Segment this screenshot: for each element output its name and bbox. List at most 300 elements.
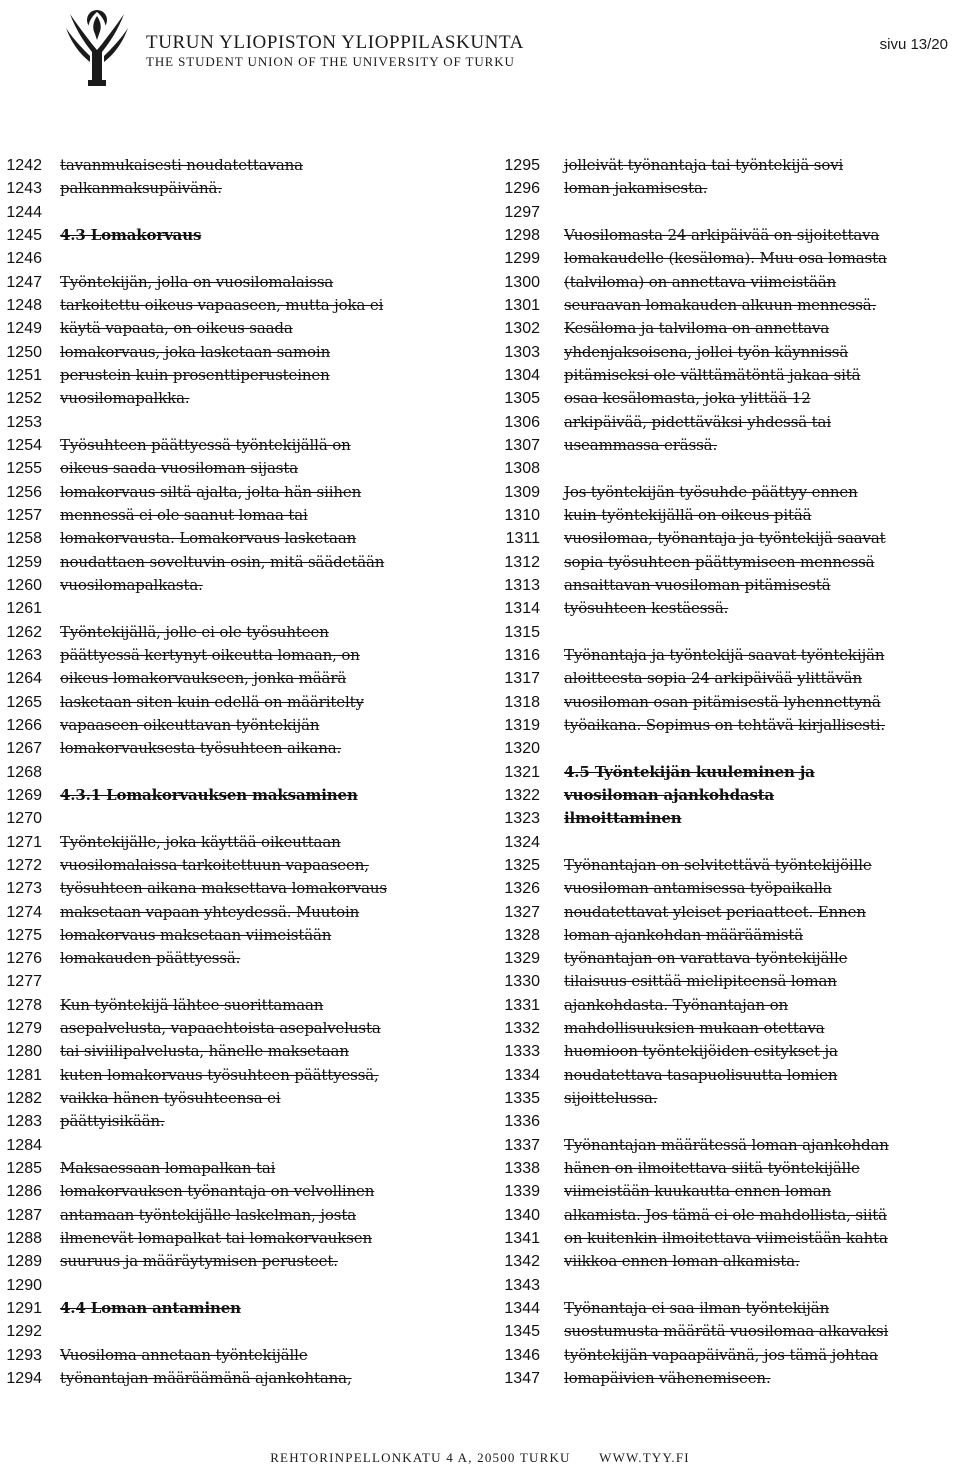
line-text: Vuosilomasta 24 arkipäivää on sijoitettava [564, 225, 880, 244]
line-number: 1301 [504, 296, 540, 314]
section-heading: 4.3 Lomakorvaus [60, 225, 202, 244]
student-union-logo-icon [62, 6, 132, 88]
numbered-line [498, 807, 960, 830]
line-number: 1273 [6, 880, 42, 898]
line-text: vaikka hänen työsuhteensa ei [60, 1089, 281, 1108]
line-number: 1315 [504, 623, 540, 641]
numbered-line [0, 994, 470, 1017]
line-number: 1338 [504, 1160, 540, 1178]
line-text: noudatettavat yleiset periaatteet. Ennen [564, 902, 866, 921]
line-number: 1327 [504, 903, 540, 921]
line-text: seuraavan lomakauden alkuun mennessä. [564, 295, 877, 314]
line-text: asepalvelusta, vapaaehtoista asepalvelusta [60, 1019, 381, 1038]
line-number: 1252 [6, 390, 42, 408]
line-number: 1344 [504, 1300, 540, 1318]
line-number: 1256 [6, 483, 42, 501]
line-number: 1328 [504, 926, 540, 944]
numbered-line [498, 831, 960, 854]
line-text: lomakorvauksesta työsuhteen aikana. [60, 739, 342, 758]
numbered-line [498, 1134, 960, 1157]
footer-address: REHTORINPELLONKATU 4 A, 20500 TURKU [270, 1450, 571, 1465]
line-number: 1279 [6, 1020, 42, 1038]
line-text: lomakorvaus siltä ajalta, jolta hän siihen [60, 482, 362, 501]
line-number: 1260 [6, 576, 42, 594]
line-text: loman jakamisesta. [564, 179, 708, 198]
numbered-line [0, 1297, 470, 1320]
line-number: 1271 [6, 833, 42, 851]
numbered-line [498, 364, 960, 387]
line-number: 1346 [504, 1346, 540, 1364]
line-text: viikkoa ennen loman alkamista. [564, 1252, 800, 1271]
numbered-line [498, 1040, 960, 1063]
line-number: 1332 [504, 1020, 540, 1038]
line-number: 1325 [504, 856, 540, 874]
numbered-line [498, 177, 960, 200]
line-number: 1254 [6, 436, 42, 454]
line-number: 1292 [6, 1323, 42, 1341]
line-number: 1242 [6, 157, 42, 174]
line-text: lomakorvauksen työnantaja on velvollinen [60, 1182, 375, 1201]
line-text: maksetaan vapaan yhteydessä. Muutoin [60, 902, 360, 921]
line-number: 1302 [504, 320, 540, 338]
line-number: 1335 [504, 1090, 540, 1108]
numbered-line [0, 854, 470, 877]
numbered-line [498, 1017, 960, 1040]
line-number: 1342 [504, 1253, 540, 1271]
line-number: 1295 [504, 157, 540, 174]
numbered-line [498, 761, 960, 784]
line-number: 1281 [6, 1066, 42, 1084]
line-text: mennessä ei ole saanut lomaa tai [60, 505, 308, 524]
page-number: sivu 13/20 [879, 36, 948, 53]
line-text: Työntekijän, jolla on vuosilomalaissa [60, 272, 334, 291]
numbered-line [0, 877, 470, 900]
line-number: 1258 [6, 530, 42, 548]
line-number: 1291 [6, 1300, 42, 1318]
numbered-line [498, 1087, 960, 1110]
numbered-line [0, 644, 470, 667]
line-number: 1347 [504, 1370, 540, 1388]
numbered-line [498, 154, 960, 177]
numbered-line [498, 387, 960, 410]
numbered-line [0, 1040, 470, 1063]
page-footer [0, 1450, 960, 1466]
numbered-line [0, 1367, 470, 1390]
numbered-line [0, 691, 470, 714]
line-text: ilmenevät lomapalkat tai lomakorvauksen [60, 1229, 372, 1248]
numbered-line [498, 457, 960, 480]
numbered-line [0, 970, 470, 993]
line-text: noudattaen soveltuvin osin, mitä säädetään [60, 552, 385, 571]
numbered-line [498, 877, 960, 900]
line-number: 1333 [504, 1043, 540, 1061]
line-number: 1313 [504, 576, 540, 594]
numbered-line [0, 341, 470, 364]
line-number: 1310 [504, 506, 540, 524]
line-text: lomakaudelle (kesäloma). Muu osa lomasta [564, 249, 887, 268]
numbered-line [0, 1134, 470, 1157]
numbered-line [498, 1157, 960, 1180]
numbered-line [0, 807, 470, 830]
line-text: pitämiseksi ole välttämätöntä jakaa sitä [564, 365, 861, 384]
numbered-line [498, 644, 960, 667]
line-text: loman ajankohdan määräämistä [564, 925, 804, 944]
line-text: lomakorvaus maksetaan viimeistään [60, 925, 332, 944]
line-number: 1318 [504, 693, 540, 711]
right-text-column [498, 154, 960, 1390]
line-text: Työnantaja ei saa ilman työntekijän [564, 1299, 830, 1318]
numbered-line [0, 1017, 470, 1040]
numbered-line [0, 621, 470, 644]
line-text: (talviloma) on annettava viimeistään [564, 272, 837, 291]
numbered-line [0, 154, 470, 177]
numbered-line [0, 481, 470, 504]
line-number: 1330 [504, 973, 540, 991]
numbered-line [498, 737, 960, 760]
line-number: 1259 [6, 553, 42, 571]
line-text: Kesäloma ja talviloma on annettava [564, 319, 830, 338]
line-text: ansaittavan vuosiloman pitämisestä [564, 575, 831, 594]
line-text: päättyessä kertynyt oikeutta lomaan, on [60, 645, 360, 664]
numbered-line [0, 924, 470, 947]
line-number: 1289 [6, 1253, 42, 1271]
line-number: 1297 [504, 203, 540, 221]
line-number: 1263 [6, 646, 42, 664]
numbered-line [498, 970, 960, 993]
line-text: suostumusta määrätä vuosilomaa alkavaksi [564, 1322, 889, 1341]
line-number: 1324 [504, 833, 540, 851]
numbered-line [0, 714, 470, 737]
line-text: lomakorvausta. Lomakorvaus lasketaan [60, 529, 357, 548]
numbered-line [0, 411, 470, 434]
line-number: 1339 [504, 1183, 540, 1201]
numbered-line [0, 1344, 470, 1367]
line-number: 1307 [504, 436, 540, 454]
numbered-line [498, 294, 960, 317]
numbered-line [498, 271, 960, 294]
numbered-line [498, 621, 960, 644]
numbered-line [498, 1274, 960, 1297]
line-text: antamaan työntekijälle laskelman, josta [60, 1205, 356, 1224]
line-number: 1326 [504, 880, 540, 898]
line-number: 1303 [504, 343, 540, 361]
line-text: mahdollisuuksien mukaan otettava [564, 1019, 825, 1038]
line-text: tavanmukaisesti noudatettavana [60, 156, 303, 174]
line-number: 1287 [6, 1206, 42, 1224]
line-text: suuruus ja määräytymisen perusteet. [60, 1252, 338, 1271]
section-heading: 4.5 Työntekijän kuuleminen ja [564, 762, 815, 781]
line-text: useammassa erässä. [564, 435, 718, 454]
line-number: 1247 [6, 273, 42, 291]
numbered-line [0, 1204, 470, 1227]
line-number: 1323 [504, 810, 540, 828]
line-number: 1270 [6, 810, 42, 828]
line-text: työsuhteen aikana maksettava lomakorvaus [60, 879, 387, 898]
line-number: 1320 [504, 740, 540, 758]
line-text: Työnantajan on selvitettävä työntekijöille [564, 855, 872, 874]
line-number: 1264 [6, 670, 42, 688]
numbered-line [0, 457, 470, 480]
line-text: Työntekijällä, jolle ei ole työsuhteen [60, 622, 329, 641]
numbered-line [0, 271, 470, 294]
line-text: jolleivät työnantaja tai työntekijä sovi [564, 156, 844, 174]
line-number: 1300 [504, 273, 540, 291]
line-number: 1290 [6, 1276, 42, 1294]
numbered-line [0, 1274, 470, 1297]
line-text: Työnantajan määrätessä loman ajankohdan [564, 1135, 889, 1154]
line-number: 1280 [6, 1043, 42, 1061]
line-number: 1309 [504, 483, 540, 501]
line-text: osaa kesälomasta, joka ylittää 12 [564, 389, 811, 408]
line-text: Työntekijälle, joka käyttää oikeuttaan [60, 832, 341, 851]
numbered-line [498, 201, 960, 224]
numbered-line [0, 527, 470, 550]
line-text: työnantajan on varattava työntekijälle [564, 949, 848, 968]
numbered-line [0, 1320, 470, 1343]
line-text: vuosilomapalkka. [60, 389, 190, 408]
line-text: työaikana. Sopimus on tehtävä kirjallisesti. [564, 715, 885, 734]
line-text: Vuosiloma annetaan työntekijälle [60, 1345, 308, 1364]
line-number: 1285 [6, 1160, 42, 1178]
line-number: 1278 [6, 996, 42, 1014]
line-text: lomapäivien vähenemiseen. [564, 1369, 771, 1388]
line-number: 1268 [6, 763, 42, 781]
line-number: 1299 [504, 250, 540, 268]
line-text: palkanmaksupäivänä. [60, 179, 222, 198]
line-number: 1306 [504, 413, 540, 431]
line-number: 1274 [6, 903, 42, 921]
numbered-line [498, 1297, 960, 1320]
line-number: 1293 [6, 1346, 42, 1364]
line-text: huomioon työntekijöiden esitykset ja [564, 1042, 838, 1061]
numbered-line [0, 901, 470, 924]
line-number: 1255 [6, 460, 42, 478]
numbered-line [0, 1110, 470, 1133]
line-number: 1322 [504, 786, 540, 804]
line-text: hänen on ilmoitettava siitä työntekijälle [564, 1159, 860, 1178]
line-number: 1251 [6, 366, 42, 384]
line-number: 1337 [504, 1136, 540, 1154]
line-text: tilaisuus esittää mielipiteensä loman [564, 972, 837, 991]
numbered-line [0, 317, 470, 340]
numbered-line [498, 947, 960, 970]
line-number: 1272 [6, 856, 42, 874]
line-number: 1286 [6, 1183, 42, 1201]
numbered-line [498, 1320, 960, 1343]
numbered-line [0, 387, 470, 410]
line-text: Työnantaja ja työntekijä saavat työntekijän [564, 645, 885, 664]
line-number: 1250 [6, 343, 42, 361]
numbered-line [498, 994, 960, 1017]
line-number: 1248 [6, 296, 42, 314]
numbered-line [498, 574, 960, 597]
numbered-line [498, 247, 960, 270]
numbered-line [0, 574, 470, 597]
line-text: arkipäivää, pidettäväksi yhdessä tai [564, 412, 831, 431]
line-text: noudatettava tasapuolisuutta lomien [564, 1065, 838, 1084]
line-number: 1314 [504, 600, 540, 618]
numbered-line [0, 1087, 470, 1110]
line-number: 1243 [6, 180, 42, 198]
line-number: 1341 [504, 1230, 540, 1248]
line-text: oikeus lomakorvaukseen, jonka määrä [60, 669, 347, 688]
numbered-line [498, 854, 960, 877]
numbered-line [498, 1110, 960, 1133]
line-number: 1340 [504, 1206, 540, 1224]
line-text: tarkoitettu oikeus vapaaseen, mutta joka ei [60, 295, 384, 314]
line-text: perustein kuin prosenttiperusteinen [60, 365, 330, 384]
numbered-line [0, 364, 470, 387]
numbered-line [0, 947, 470, 970]
numbered-line [498, 1064, 960, 1087]
line-number: 1336 [504, 1113, 540, 1131]
line-text: Jos työntekijän työsuhde päättyy ennen [564, 482, 858, 501]
line-number: 1253 [6, 413, 42, 431]
line-number: 1257 [6, 506, 42, 524]
line-number: 1284 [6, 1136, 42, 1154]
line-number: 1329 [504, 950, 540, 968]
line-text: työsuhteen kestäessä. [564, 599, 729, 618]
line-number: 1319 [504, 716, 540, 734]
numbered-line [0, 201, 470, 224]
line-number: 1246 [6, 250, 42, 268]
numbered-line [0, 551, 470, 574]
line-number: 1269 [6, 786, 42, 804]
line-number: 1283 [6, 1113, 42, 1131]
line-number: 1249 [6, 320, 42, 338]
footer-website: WWW.TYY.FI [599, 1450, 690, 1465]
line-number: 1244 [6, 203, 42, 221]
numbered-line [0, 177, 470, 200]
numbered-line [498, 597, 960, 620]
line-number: 1331 [504, 996, 540, 1014]
numbered-line [0, 737, 470, 760]
numbered-line [0, 434, 470, 457]
numbered-line [498, 667, 960, 690]
line-number: 1267 [6, 740, 42, 758]
line-number: 1296 [504, 180, 540, 198]
line-text: vuosilomapalkasta. [60, 575, 203, 594]
section-heading: 4.3.1 Lomakorvauksen maksaminen [60, 785, 358, 804]
line-number: 1308 [504, 460, 540, 478]
line-number: 1316 [504, 646, 540, 664]
line-number: 1298 [504, 226, 540, 244]
line-number: 1334 [504, 1066, 540, 1084]
line-text: käytä vapaata, on oikeus saada [60, 319, 293, 338]
numbered-line [0, 224, 470, 247]
numbered-line [0, 1250, 470, 1273]
line-text: oikeus saada vuosiloman sijasta [60, 459, 299, 478]
line-text: ajankohdasta. Työnantajan on [564, 995, 788, 1014]
line-text: lomakorvaus, joka lasketaan samoin [60, 342, 331, 361]
line-text: on kuitenkin ilmoitettava viimeistään kahta [564, 1229, 888, 1248]
line-text: Kun työntekijä lähtee suorittamaan [60, 995, 324, 1014]
numbered-line [498, 434, 960, 457]
line-text: sopia työsuhteen päättymiseen mennessä [564, 552, 875, 571]
numbered-line [498, 411, 960, 434]
numbered-line [498, 527, 960, 550]
organization-name: TURUN YLIOPISTON YLIOPPILASKUNTA [146, 32, 524, 53]
numbered-line [498, 714, 960, 737]
numbered-line [498, 901, 960, 924]
line-text: vuosilomaa, työnantaja ja työntekijä saavat [564, 529, 886, 548]
line-text: vuosiloman osan pitämisestä lyhennettynä [564, 692, 881, 711]
numbered-line [498, 1227, 960, 1250]
line-text: vapaaseen oikeuttavan työntekijän [60, 715, 320, 734]
organization-name-english: THE STUDENT UNION OF THE UNIVERSITY OF TURKU [146, 54, 515, 69]
line-text: tai siviilipalvelusta, hänelle maksetaan [60, 1042, 349, 1061]
numbered-line [498, 551, 960, 574]
numbered-line [0, 294, 470, 317]
numbered-line [498, 1344, 960, 1367]
numbered-line [498, 784, 960, 807]
section-heading: 4.4 Loman antaminen [60, 1299, 241, 1318]
numbered-line [0, 1227, 470, 1250]
line-number: 1288 [6, 1230, 42, 1248]
line-text: alkamista. Jos tämä ei ole mahdollista, siitä [564, 1205, 887, 1224]
section-heading: ilmoittaminen [564, 809, 682, 828]
numbered-line [498, 924, 960, 947]
section-heading: vuosiloman ajankohdasta [564, 785, 775, 804]
line-number: 1304 [504, 366, 540, 384]
numbered-line [498, 1204, 960, 1227]
numbered-line [0, 247, 470, 270]
line-text: Työsuhteen päättyessä työntekijällä on [60, 435, 351, 454]
line-number: 1294 [6, 1370, 42, 1388]
line-text: kuin työntekijällä on oikeus pitää [564, 505, 812, 524]
line-text: viimeistään kuukautta ennen loman [564, 1182, 832, 1201]
numbered-line [0, 784, 470, 807]
line-number: 1266 [6, 716, 42, 734]
numbered-line [0, 761, 470, 784]
line-number: 1317 [504, 670, 540, 688]
numbered-line [0, 597, 470, 620]
numbered-line [0, 1064, 470, 1087]
numbered-line [0, 831, 470, 854]
line-text: työntekijän vapaapäivänä, jos tämä johtaa [564, 1345, 878, 1364]
numbered-line [0, 667, 470, 690]
line-number: 1261 [6, 600, 42, 618]
line-number: 1245 [6, 226, 42, 244]
numbered-line [0, 1180, 470, 1203]
numbered-line [498, 1250, 960, 1273]
line-text: Maksaessaan lomapalkan tai [60, 1159, 276, 1178]
numbered-line [498, 504, 960, 527]
line-number: 1343 [504, 1276, 540, 1294]
numbered-line [498, 1180, 960, 1203]
line-number: 1276 [6, 950, 42, 968]
numbered-line [498, 224, 960, 247]
line-text: sijoittelussa. [564, 1089, 658, 1108]
line-text: työnantajan määräämänä ajankohtana, [60, 1369, 352, 1388]
line-text: kuten lomakorvaus työsuhteen päättyessä, [60, 1065, 379, 1084]
left-text-column [0, 154, 470, 1390]
line-text: lomakauden päättyessä. [60, 949, 241, 968]
line-text: vuosilomalaissa tarkoitettuun vapaaseen, [60, 855, 369, 874]
numbered-line [498, 1367, 960, 1390]
line-text: yhdenjaksoisena, jollei työn käynnissä [564, 342, 849, 361]
line-number: 1305 [504, 390, 540, 408]
line-text: päättyisikään. [60, 1112, 165, 1131]
line-number: 1262 [6, 623, 42, 641]
numbered-line [498, 691, 960, 714]
numbered-line [0, 504, 470, 527]
line-number: 1311 [505, 530, 540, 548]
numbered-line [0, 1157, 470, 1180]
line-text: aloitteesta sopia 24 arkipäivää ylittävän [564, 669, 862, 688]
line-number: 1312 [504, 553, 540, 571]
line-number: 1282 [6, 1090, 42, 1108]
